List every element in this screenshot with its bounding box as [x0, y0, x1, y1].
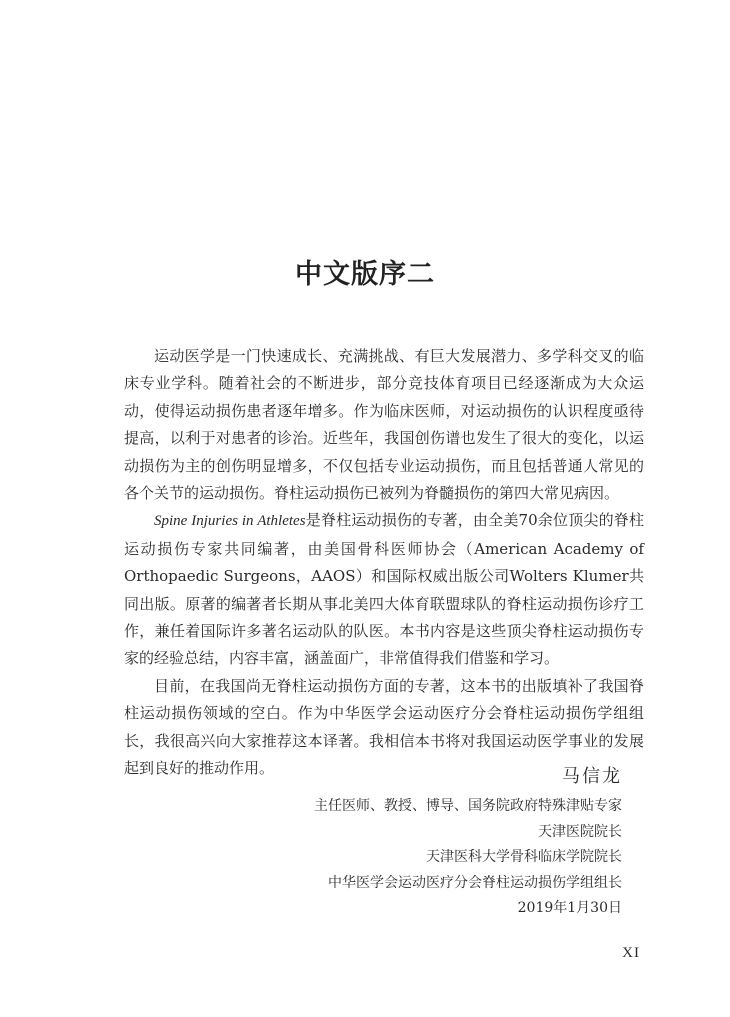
- paragraph-2: [124, 507, 644, 672]
- preface-body: [124, 343, 644, 783]
- page-number: XI: [622, 945, 640, 961]
- author-title-3: 天津医科大学骨科临床学院院长: [426, 849, 622, 865]
- paragraph-2-text: 是脊柱运动损伤的专著，由全美70余位顶尖的脊柱运动损伤专家共同编著，由美国骨科医师协会（American Academy of Orthopaedic Surgeons，AAOS）和国际权威出版公司Wolters Klumer共同出版。原著的编著者长期从事北美四大体育联盟球队的脊柱运动损伤诊疗工作，兼任着国际许多著名运动队的队医。本书内容是这些顶尖脊柱运动损伤专家的经验总结，内容丰富，涵盖面广，非常值得我们借鉴和学习。: [124, 511, 644, 668]
- author-title-4: 中华医学会运动医疗分会脊柱运动损伤学组组长: [328, 874, 622, 891]
- author-title-1: 主任医师、教授、博导、国务院政府特殊津贴专家: [314, 798, 622, 814]
- signature-date: 2019年1月30日: [517, 900, 622, 916]
- paragraph-1: 运动医学是一门快速成长、充满挑战、有巨大发展潜力、多学科交叉的临床专业学科。随着社会的不断进步，部分竞技体育项目已经逐渐成为大众运动，使得运动损伤患者逐年增多。作为临床医师，对运动损伤的认识程度亟待提高，以利于对患者的诊治。近些年，我国创伤谱也发生了很大的变化，以运动损伤为主的创伤明显增多，不仅包括专业运动损伤，而且包括普通人常见的各个关节的运动损伤。脊柱运动损伤已被列为脊髓损伤的第四大常见病因。: [124, 347, 644, 503]
- book-title-italic: Spine Injuries in Athletes: [154, 513, 306, 530]
- author-title-2: 天津医院院长: [538, 823, 622, 840]
- page-title: 中文版序二: [295, 259, 435, 290]
- paragraph-3: 目前，在我国尚无脊柱运动损伤方面的专著，这本书的出版填补了我国脊柱运动损伤领域的空白。作为中华医学会运动医疗分会脊柱运动损伤学组组长，我很高兴向大家推荐这本译著。我相信本书将对我国运动医学事业的发展起到良好的推动作用。: [124, 676, 644, 778]
- author-name: 马信龙: [562, 766, 622, 787]
- signature-block: [314, 762, 622, 922]
